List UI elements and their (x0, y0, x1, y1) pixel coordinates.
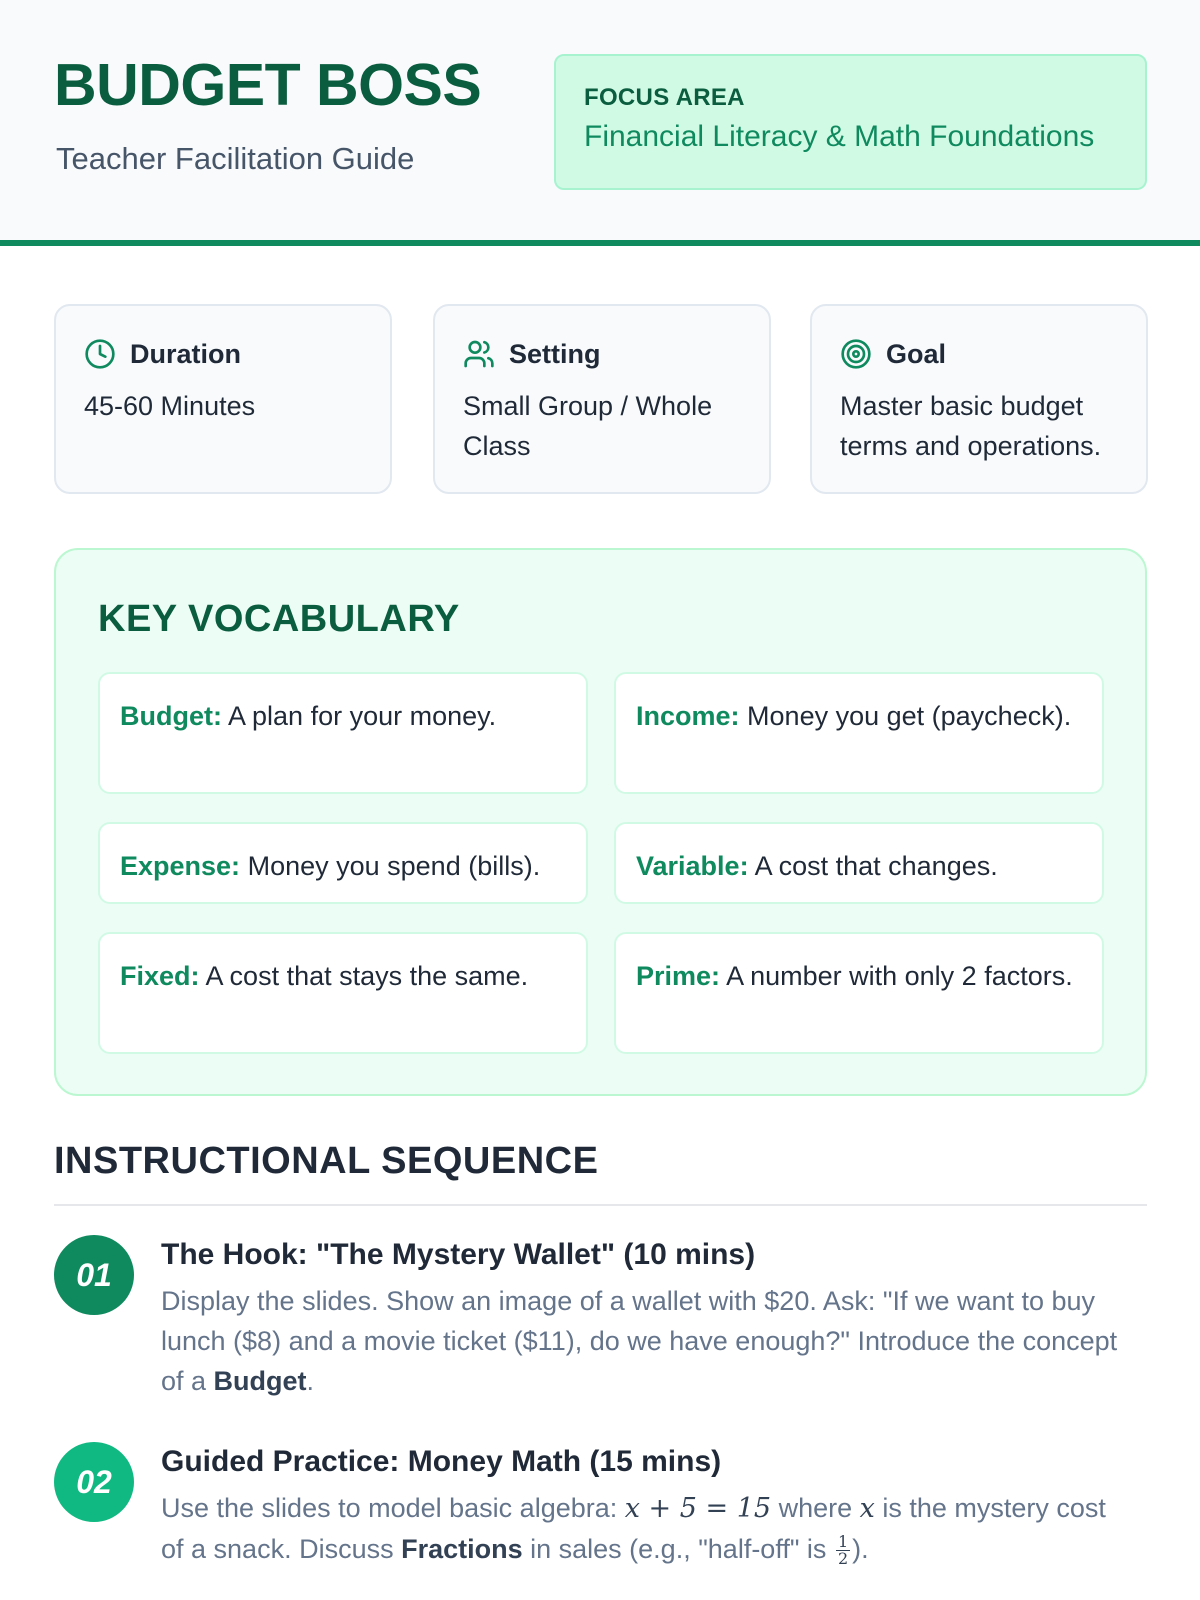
vocab-term: Expense: (120, 851, 241, 881)
vocab-term: Budget: (120, 701, 222, 731)
step-number-badge: 02 (54, 1442, 134, 1522)
step-description (161, 1281, 1121, 1401)
fraction-denominator: 2 (837, 1549, 849, 1569)
vocab-definition: A cost that changes. (754, 851, 998, 881)
math-fraction (836, 1534, 850, 1567)
info-card-duration (54, 304, 392, 494)
step-bold-term: Budget (213, 1366, 307, 1396)
vocab-term-budget (98, 672, 588, 794)
focus-area-badge (554, 54, 1147, 190)
page-title: BUDGET BOSS (54, 52, 482, 118)
info-card-goal (810, 304, 1148, 494)
step-text: ). (852, 1534, 869, 1564)
vocab-definition: Money you spend (bills). (247, 851, 541, 881)
math-equation: x + 5 = 15 (624, 1493, 772, 1524)
vocab-term: Fixed: (120, 961, 200, 991)
info-card-text: Small Group / Whole Class (463, 391, 713, 461)
info-card-setting (433, 304, 771, 494)
page-header (0, 0, 1200, 246)
vocab-term-prime (614, 932, 1104, 1054)
step-text: Use the slides to model basic algebra: (161, 1493, 625, 1523)
vocab-definition: A number with only 2 factors. (726, 961, 1073, 991)
fraction-numerator: 1 (837, 1532, 849, 1552)
clock-icon (84, 338, 116, 370)
step-number-badge: 01 (54, 1235, 134, 1315)
target-icon (840, 338, 872, 370)
vocab-definition: A cost that stays the same. (205, 961, 529, 991)
step-description (161, 1488, 1121, 1569)
divider (54, 1204, 1147, 1206)
step-text: where (771, 1493, 860, 1523)
step-text: is the mystery cost of a snack. Discuss (161, 1493, 1106, 1564)
vocabulary-title: KEY VOCABULARY (98, 598, 460, 640)
vocab-term-fixed (98, 932, 588, 1054)
vocab-term-variable (614, 822, 1104, 904)
step-bold-term: Fractions (401, 1534, 523, 1564)
math-variable: x (859, 1493, 875, 1524)
vocab-term-income (614, 672, 1104, 794)
info-card-title: Duration (130, 338, 241, 369)
focus-area-value: Financial Literacy & Math Foundations (584, 120, 1095, 153)
sequence-title: INSTRUCTIONAL SEQUENCE (54, 1140, 599, 1182)
vocab-term: Income: (636, 701, 740, 731)
info-card-title: Setting (509, 338, 601, 369)
vocab-definition: Money you get (paycheck). (747, 701, 1072, 731)
key-vocabulary-panel (54, 548, 1147, 1096)
step-title: The Hook: "The Mystery Wallet" (10 mins) (161, 1238, 756, 1271)
step-text: in sales (e.g., "half-off" is (522, 1534, 834, 1564)
step-text: Display the slides. Show an image of a wallet with $20. Ask: "If we want to buy lunch ($8) and a movie ticket ($11), do we have enough?" Introduce the concept of a (161, 1286, 1118, 1396)
info-card-text: 45-60 Minutes (84, 391, 256, 421)
step-text: . (306, 1366, 315, 1396)
page-subtitle: Teacher Facilitation Guide (56, 141, 415, 176)
vocab-term: Prime: (636, 961, 721, 991)
vocab-term-expense (98, 822, 588, 904)
users-icon (463, 338, 495, 370)
focus-area-label: FOCUS AREA (584, 84, 745, 111)
step-title: Guided Practice: Money Math (15 mins) (161, 1445, 722, 1478)
vocab-definition: A plan for your money. (228, 701, 497, 731)
info-card-text: Master basic budget terms and operations. (840, 391, 1102, 461)
vocab-term: Variable: (636, 851, 749, 881)
info-card-title: Goal (886, 338, 947, 369)
